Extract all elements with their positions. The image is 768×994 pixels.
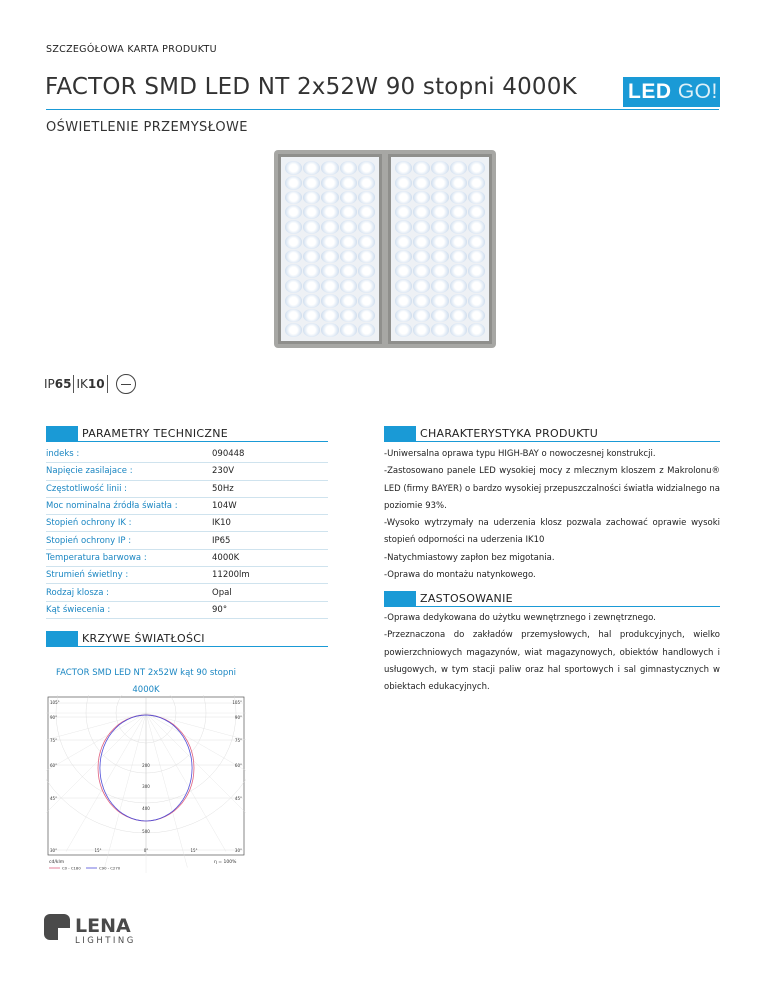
grid-radial <box>66 713 146 852</box>
grid-radial <box>146 713 246 754</box>
led-dot <box>431 235 448 249</box>
polar-intensity-chart <box>46 695 246 875</box>
led-dot <box>321 264 338 278</box>
led-dot <box>321 161 338 175</box>
param-key: Częstotliwość linii : <box>46 483 127 494</box>
led-dot <box>358 235 375 249</box>
usage-heading <box>384 591 720 607</box>
logo-word: LENA <box>75 915 131 937</box>
grid-radial <box>143 713 187 868</box>
led-dot <box>303 279 320 293</box>
params-heading <box>46 426 328 442</box>
led-dot <box>321 279 338 293</box>
characteristics-line: -Zastosowano panele LED wysokiej mocy z mlecznym kloszem z Makrolonu® LED (firmy BAYER) o bardzo wysokiej przepuszczalności światła widzialnego na poziomie 93%. <box>384 466 720 511</box>
params-table <box>46 446 328 619</box>
grid-radial <box>146 713 246 793</box>
led-dot <box>431 250 448 264</box>
led-dot <box>321 176 338 190</box>
led-dot <box>450 264 467 278</box>
led-dot <box>450 205 467 219</box>
led-dot <box>340 264 357 278</box>
led-dot <box>358 176 375 190</box>
led-dot <box>340 191 357 205</box>
protection-ratings <box>44 374 136 394</box>
angle-label: 75° <box>50 738 58 743</box>
heading-underline <box>78 441 328 442</box>
curves-heading <box>46 631 328 647</box>
led-dot <box>413 235 430 249</box>
led-dot <box>431 161 448 175</box>
table-row <box>46 481 328 498</box>
lena-lighting-logo <box>44 912 164 946</box>
heading-bar <box>46 631 78 647</box>
param-value: 90° <box>212 604 228 615</box>
led-dot <box>413 176 430 190</box>
led-dot <box>395 309 412 323</box>
led-panel-right <box>388 154 492 344</box>
led-dot <box>303 309 320 323</box>
led-dot <box>303 176 320 190</box>
brand-logo-light: GO! <box>677 80 718 103</box>
led-dot <box>413 205 430 219</box>
led-dot <box>395 161 412 175</box>
param-value: 230V <box>212 466 235 477</box>
characteristics-line: -Natychmiastowy zapłon bez migotania. <box>384 552 555 563</box>
param-key: Strumień świetlny : <box>46 570 129 581</box>
led-dot <box>413 294 430 308</box>
table-row <box>46 550 328 567</box>
led-dot <box>395 294 412 308</box>
led-dot <box>431 264 448 278</box>
param-value: IK10 <box>212 518 231 529</box>
led-dot <box>468 235 485 249</box>
usage-line: -Przeznaczona do zakładów przemysłowych, hal produkcyjnych, wielko powierzchniowych magazynów, wiat magazynowych, obiektów handlowych i usługowych, w tym stacji paliw oraz hal sportowych i sal gimnastycznych w obiektach edukacyjnych. <box>384 630 720 693</box>
led-dot <box>340 176 357 190</box>
led-dot <box>468 309 485 323</box>
led-dot <box>303 191 320 205</box>
radial-tick-label: 200 <box>142 763 150 768</box>
led-dot <box>395 264 412 278</box>
led-dot <box>450 235 467 249</box>
led-dot <box>321 205 338 219</box>
led-dot <box>303 294 320 308</box>
led-dot <box>431 191 448 205</box>
led-dot <box>285 323 302 337</box>
led-dot <box>303 205 320 219</box>
document-kicker: SZCZEGÓŁOWA KARTA PRODUKTU <box>46 44 217 55</box>
led-dot <box>340 294 357 308</box>
table-row <box>46 602 328 619</box>
led-dot <box>468 161 485 175</box>
led-dot <box>450 294 467 308</box>
led-dot <box>285 250 302 264</box>
angle-label: 60° <box>50 763 58 768</box>
led-dot <box>303 264 320 278</box>
led-dot <box>431 294 448 308</box>
grid-radial <box>143 713 226 853</box>
grid-radial <box>46 713 146 793</box>
legend-label: C90 - C270 <box>99 865 121 871</box>
led-dot <box>358 161 375 175</box>
led-dot <box>321 294 338 308</box>
usage-text <box>384 610 720 696</box>
angle-label: 75° <box>234 738 242 743</box>
led-dot <box>321 191 338 205</box>
param-key: Stopień ochrony IP : <box>46 535 132 546</box>
led-dot <box>468 191 485 205</box>
heading-underline <box>78 646 328 647</box>
ip-prefix: IP <box>44 377 55 391</box>
radial-tick-label: 500 <box>142 829 150 834</box>
led-dot <box>395 279 412 293</box>
led-dot <box>321 323 338 337</box>
led-dot <box>285 279 302 293</box>
logo-sub: LIGHTING <box>75 936 136 946</box>
angle-label: 105° <box>232 700 242 705</box>
led-dot <box>340 309 357 323</box>
characteristics-line: -Uniwersalna oprawa typu HIGH-BAY o nowoczesnej konstrukcji. <box>384 449 656 459</box>
param-key: Temperatura barwowa : <box>46 552 147 563</box>
angle-label: 0° <box>143 848 149 853</box>
led-dot <box>450 309 467 323</box>
characteristics-heading <box>384 426 720 442</box>
table-row <box>46 446 328 463</box>
led-dot <box>285 309 302 323</box>
led-dot <box>431 205 448 219</box>
usage-heading-label: ZASTOSOWANIE <box>420 592 513 605</box>
led-dot <box>450 279 467 293</box>
led-dot <box>321 220 338 234</box>
title-divider <box>46 109 719 110</box>
led-dot <box>303 220 320 234</box>
angle-label: 105° <box>50 700 60 705</box>
usage-line: -Oprawa dedykowana do użytku wewnętrznego i zewnętrznego. <box>384 613 656 623</box>
table-row <box>46 567 328 584</box>
angle-label: 15° <box>190 848 198 853</box>
led-dot <box>285 235 302 249</box>
led-dot <box>395 191 412 205</box>
led-dot <box>303 235 320 249</box>
angle-label: 90° <box>234 715 242 720</box>
led-dot <box>413 264 430 278</box>
led-dot <box>395 323 412 337</box>
param-key: Stopień ochrony IK : <box>46 518 132 529</box>
led-dot <box>395 220 412 234</box>
grid-radial <box>105 713 146 868</box>
led-dot <box>468 205 485 219</box>
param-key: Moc nominalna źródła światła : <box>46 501 178 512</box>
led-dot <box>340 220 357 234</box>
led-dot <box>468 250 485 264</box>
led-dot <box>358 191 375 205</box>
led-dot <box>450 161 467 175</box>
led-dot <box>340 250 357 264</box>
angle-label: 60° <box>234 763 242 768</box>
angle-label: 15° <box>94 848 102 853</box>
curves-heading-label: KRZYWE ŚWIATŁOŚCI <box>82 632 205 645</box>
led-dot <box>285 264 302 278</box>
param-value: 090448 <box>212 449 245 460</box>
param-key: indeks : <box>46 449 80 460</box>
unit-label: cd/klm <box>49 860 65 865</box>
angle-label: 90° <box>50 715 58 720</box>
param-value: IP65 <box>212 535 231 546</box>
led-dot <box>340 279 357 293</box>
led-dot <box>468 264 485 278</box>
led-dot <box>285 220 302 234</box>
heading-bar <box>46 426 78 442</box>
led-dot <box>450 176 467 190</box>
chart-title: FACTOR SMD LED NT 2x52W kąt 90 stopni 4000K <box>56 668 236 695</box>
led-dot <box>395 205 412 219</box>
table-row <box>46 515 328 532</box>
radial-tick-label: 400 <box>142 806 150 811</box>
param-key: Kąt świecenia : <box>46 604 111 615</box>
brand-logo <box>623 77 720 107</box>
led-dot <box>413 279 430 293</box>
led-dot <box>303 161 320 175</box>
led-dot <box>358 205 375 219</box>
table-row <box>46 584 328 601</box>
radial-tick-label: 300 <box>142 784 150 789</box>
ground-symbol-icon <box>116 374 136 394</box>
led-dot <box>431 220 448 234</box>
led-dot <box>303 323 320 337</box>
led-dot <box>450 250 467 264</box>
grid-radial <box>46 713 146 754</box>
led-dot <box>413 309 430 323</box>
param-key: Rodzaj klosza : <box>46 587 110 598</box>
table-row <box>46 463 328 480</box>
angle-label: 45° <box>50 796 58 801</box>
table-row <box>46 498 328 515</box>
heading-underline <box>416 441 720 442</box>
ip-value: 65 <box>54 377 72 391</box>
characteristics-line: -Wysoko wytrzymały na uderzenia klosz pozwala zachować oprawie wysoki stopień odporności na uderzenia IK10 <box>384 518 720 546</box>
led-dot <box>358 220 375 234</box>
heading-bar <box>384 426 416 442</box>
led-dot <box>395 235 412 249</box>
led-dot <box>285 191 302 205</box>
param-value: 50Hz <box>212 483 234 494</box>
angle-label: 45° <box>234 796 242 801</box>
product-image <box>274 150 496 348</box>
rating-separator <box>73 375 74 393</box>
led-dot <box>468 294 485 308</box>
led-dot <box>285 294 302 308</box>
led-dot <box>468 220 485 234</box>
led-dot <box>303 250 320 264</box>
led-dot <box>358 250 375 264</box>
led-dot <box>340 235 357 249</box>
brand-logo-bold: LED <box>628 80 672 103</box>
led-dot <box>395 250 412 264</box>
led-dot <box>450 323 467 337</box>
led-dot <box>468 176 485 190</box>
angle-label: 30° <box>234 848 242 853</box>
efficiency-label: η = 100% <box>214 860 237 865</box>
led-dot <box>358 279 375 293</box>
led-panel-left <box>278 154 382 344</box>
led-dot <box>285 205 302 219</box>
table-row <box>46 532 328 549</box>
logo-notch <box>58 928 70 940</box>
product-category: OŚWIETLENIE PRZEMYSŁOWE <box>46 120 248 135</box>
led-dot <box>358 294 375 308</box>
product-title: FACTOR SMD LED NT 2x52W 90 stopni 4000K <box>45 74 577 100</box>
rating-separator <box>107 375 108 393</box>
legend-label: C0 - C180 <box>62 865 81 871</box>
angle-label: 30° <box>50 848 58 853</box>
characteristics-line: -Oprawa do montażu natynkowego. <box>384 570 536 581</box>
led-dot <box>450 220 467 234</box>
heading-bar <box>384 591 416 607</box>
characteristics-text <box>384 446 720 584</box>
ik-value: 10 <box>87 377 105 391</box>
led-dot <box>468 279 485 293</box>
led-dot <box>431 279 448 293</box>
led-dot <box>285 176 302 190</box>
led-dot <box>321 250 338 264</box>
led-dot <box>340 205 357 219</box>
led-dot <box>413 220 430 234</box>
heading-underline <box>416 606 720 607</box>
param-key: Napięcie zasilajace : <box>46 466 133 477</box>
led-dot <box>431 309 448 323</box>
led-dot <box>321 309 338 323</box>
led-dot <box>413 191 430 205</box>
led-dot <box>358 264 375 278</box>
param-value: 104W <box>212 501 237 512</box>
led-dot <box>358 323 375 337</box>
led-dot <box>340 323 357 337</box>
led-dot <box>413 323 430 337</box>
ik-prefix: IK <box>76 377 88 391</box>
led-dot <box>321 235 338 249</box>
param-value: 11200lm <box>212 570 250 581</box>
led-dot <box>450 191 467 205</box>
led-dot <box>285 161 302 175</box>
param-value: Opal <box>212 587 232 598</box>
led-dot <box>358 309 375 323</box>
led-dot <box>395 176 412 190</box>
led-dot <box>468 323 485 337</box>
param-value: 4000K <box>212 552 240 563</box>
characteristics-heading-label: CHARAKTERYSTYKA PRODUKTU <box>420 427 599 440</box>
params-heading-label: PARAMETRY TECHNICZNE <box>82 427 228 440</box>
led-dot <box>413 161 430 175</box>
led-dot <box>431 323 448 337</box>
led-dot <box>431 176 448 190</box>
led-dot <box>340 161 357 175</box>
led-dot <box>413 250 430 264</box>
